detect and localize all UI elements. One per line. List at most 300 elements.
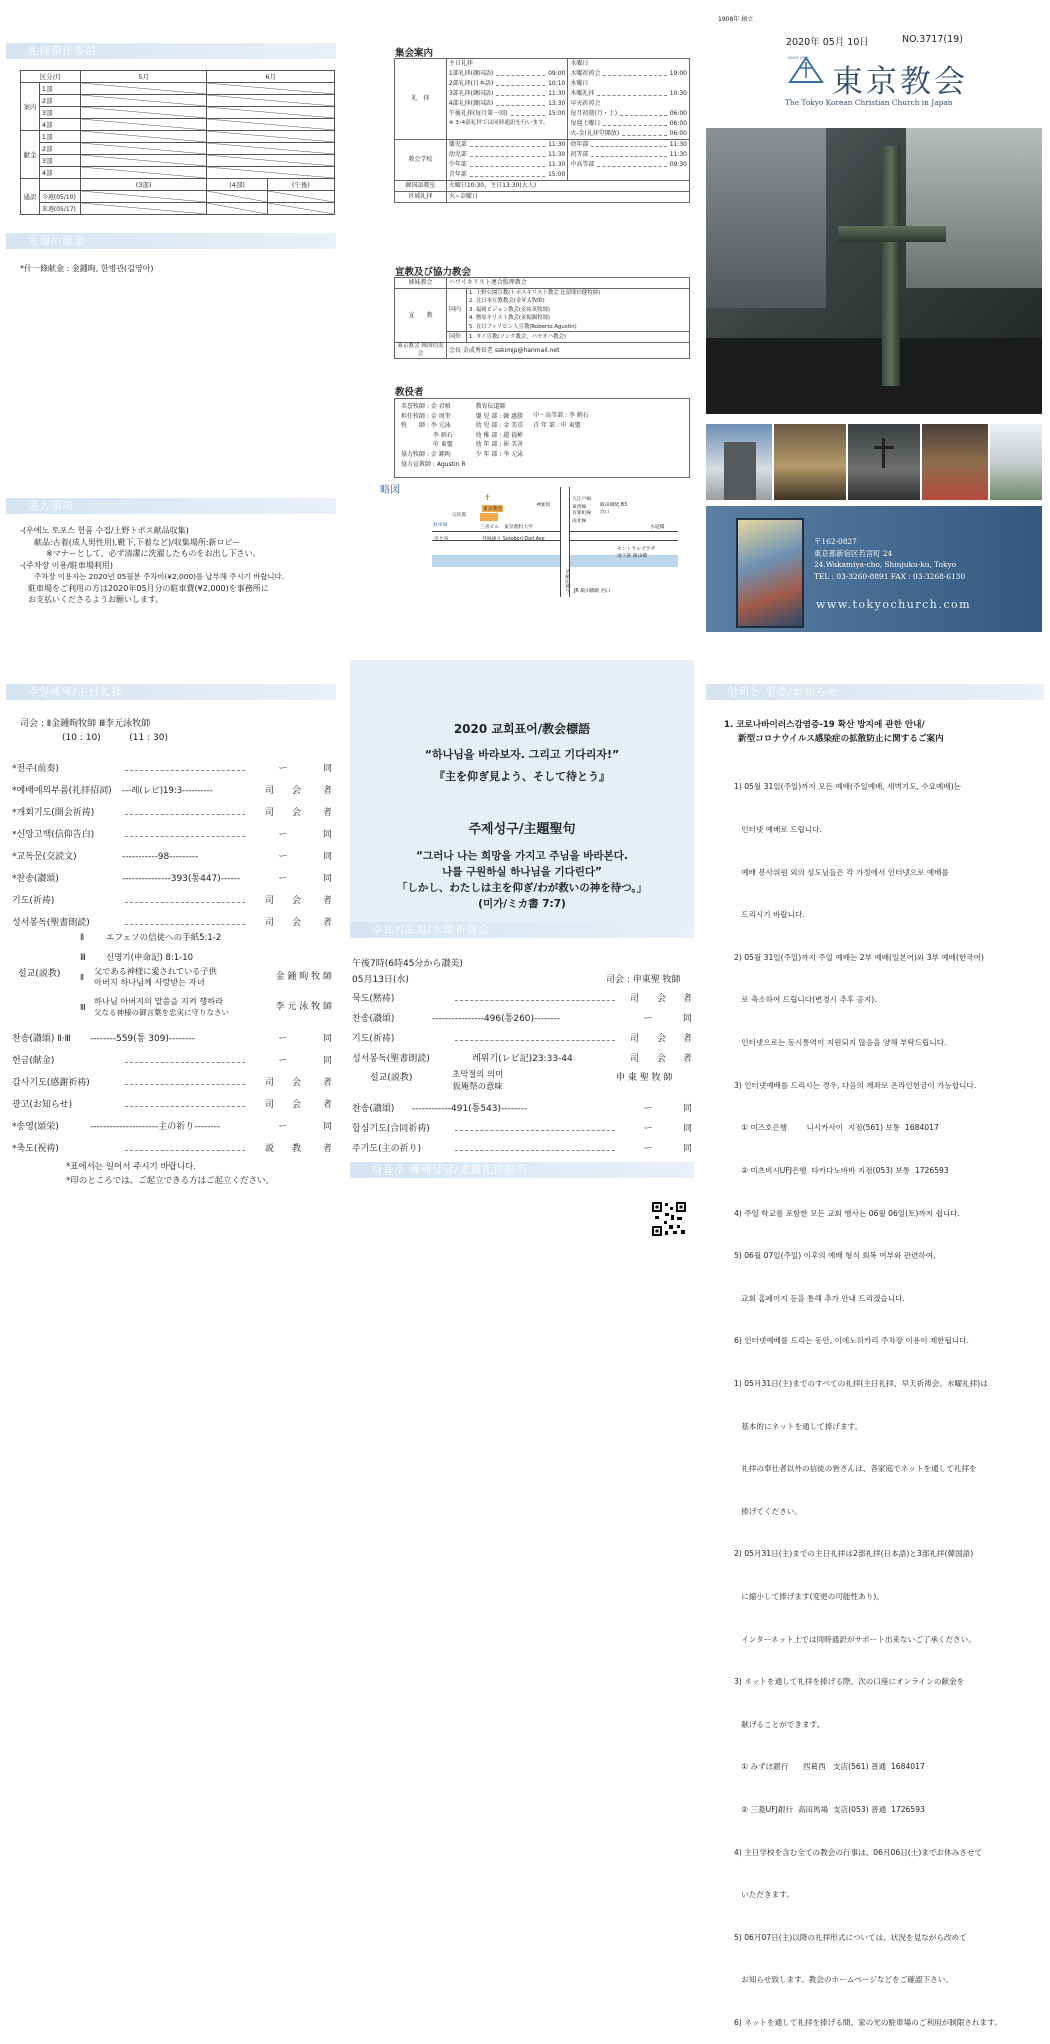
order-role: 司 会 [264, 1100, 301, 1110]
order-role: 説 教 [264, 1144, 301, 1154]
part-label: 3部 [39, 155, 80, 167]
notice-line: 3) 인터넷예배를 드리시는 경우, 다음의 계좌로 온라인헌금이 가능합니다. [734, 1080, 977, 1090]
verse-line: 나를 구원하실 하나님을 기다린다” [442, 866, 602, 878]
sermon-label: 설교(説教) [18, 969, 61, 979]
school-time: 09:30 [669, 161, 687, 168]
missions-title: 宣教及び協力教会 [395, 267, 472, 278]
church-building-photo [706, 424, 772, 500]
order-detail: ---------------393(통447)------ [122, 874, 241, 884]
weekday-name: 木曜日 [570, 80, 589, 87]
map-label: 駐車場 [433, 523, 448, 528]
readings [80, 928, 221, 968]
weekday-time: 06:00 [669, 120, 687, 127]
notice-line: 6) 인터넷예배를 드리는 동안, 이에노히카리 주차장 이용이 제한됩니다. [734, 1336, 969, 1346]
notice-line: 1) 05월 31일(주일)까지 모든 예배(주일예배, 새벽기도, 수요예배)는 [734, 782, 961, 792]
notice-line: 2) 05月31日(主)までの主日礼拝は2部礼拝(日本語)と3部礼拝(韓国語) [734, 1549, 974, 1559]
order-role-suffix: 者 [322, 808, 332, 818]
worship-title-text: 주일예배/主日礼拝 [28, 686, 124, 698]
notice-line: 드리시기 바랍니다. [734, 910, 805, 920]
stained-glass-image [736, 518, 804, 628]
wed-role-suffix: 者 [682, 1054, 692, 1064]
map-label: セントラルプラザ 地下鉄 飯田橋 [617, 547, 656, 559]
wed-role-suffix: 者 [682, 994, 692, 1004]
order-role: ー [278, 852, 288, 862]
sunday-head: 主日礼拝 [448, 60, 473, 67]
date: 2020年 05月 10日 [786, 37, 869, 48]
notice-list [734, 752, 1044, 2044]
sister-label: 姉妹教会 [395, 278, 447, 289]
staff-line: 教育伝道師 [475, 403, 506, 410]
school-time: 11:30 [669, 151, 687, 158]
notice-line: 인터넷 예배로 드립니다. [734, 825, 822, 835]
notice-line: 4) 主日学校を含む全ての教会の行事は、06月06日(土)までお休みさせて [734, 1847, 983, 1857]
sermon-part: Ⅲ [80, 1001, 86, 1012]
order-item: *축도(祝祷) [12, 1144, 59, 1154]
wed-detail: ----------------496(통260)-------- [432, 1014, 561, 1024]
wed-role: ー [643, 1104, 653, 1114]
committee-head-0: 区分/月 [21, 71, 81, 83]
staff-line: 幼 年 部 : 崔 美善 [475, 441, 524, 449]
note-line: *印のところでは、ご起立できる方はご起立ください。 [66, 1176, 275, 1186]
order-role-suffix: 同 [322, 852, 332, 862]
part-label: 4部 [39, 167, 80, 179]
committee-head-2: 6月 [207, 71, 335, 83]
order-item: *개회기도(開会祈祷) [12, 808, 95, 818]
map-label: 東西線 [572, 505, 587, 510]
wed-role: 司 会 [629, 1034, 666, 1044]
staff-line: 名誉牧師 : 金 君植 [401, 403, 451, 410]
cat-guide: 案内 [21, 83, 40, 131]
order-item: *예배에의부름(礼拝招詞) [12, 786, 112, 796]
tel-fax: TEL : 03-3260-8891 FAX : 03-3268-6130 [814, 571, 966, 581]
staff-line: 牧 師 : 李 元泳 [401, 422, 451, 430]
notice-heading-ko: 1. 코로나바이러스감염증-19 확산 방지에 관한 안내/ [724, 720, 925, 730]
map-label: 宗次郎 [452, 513, 467, 518]
part-label: 1部 [39, 83, 80, 95]
notice-line: ② 미츠비시UFJ은행 타카다노바바 지점(053) 보통 1726593 [734, 1165, 949, 1175]
map-label: 三省ビル [480, 525, 500, 530]
map-label: 南北線 [572, 519, 587, 524]
part-label: 2部 [39, 143, 80, 155]
notice-line: ① みずほ銀行 西葛西 支店(561) 普通 1684017 [734, 1762, 925, 1772]
zip: 〒162-0827 [814, 537, 857, 546]
cross-photo [706, 128, 1042, 414]
domestic-item: 5. 在日フィリピン人宣教(Roberto Agustin) [469, 323, 577, 330]
weekday-name: 毎週土曜日 [570, 120, 601, 127]
part-label: 1部 [39, 131, 80, 143]
committee-title-text: 礼拝奉仕委員 [28, 45, 97, 57]
motto-jp: 『主を仰ぎ見よう、そして待とう』 [434, 770, 610, 783]
map-label: 早稲田通り [564, 569, 569, 593]
worship-label: 礼 拝 [395, 59, 447, 140]
sermon-title: 하나님 아버지의 말씀을 지켜 행하라 [94, 996, 224, 1006]
notice-line: 6) ネットを通して礼拝を捧げる間、家の光の駐車場のご利用が制限されます。 [734, 2018, 1002, 2028]
weekday-head: 水曜日 [570, 60, 589, 67]
notice-line: 2) 05월 31일(주일)까지 주일 예배는 2부 예배(일본어)와 3부 예배(한국어) [734, 952, 984, 962]
notice-line: 예배 봉사위원 외의 성도님들은 각 가정에서 인터넷으로 예배를 [734, 867, 949, 877]
next-week-title-text: 다음주 예배담당/来週礼拝担当 [372, 1164, 528, 1176]
order-item: *전주(前奏) [12, 764, 59, 774]
church-name: 東京教会 [832, 64, 968, 100]
interp-col: (4部) [207, 179, 267, 191]
korean-class: 火曜日10:30、主日13:30(大人) [446, 181, 689, 192]
order-detail: ---레(レビ)19:3---------- [122, 786, 213, 796]
wed-role-suffix: 同 [682, 1014, 692, 1024]
preacher: 金 鍾 昫 牧 師 [275, 971, 332, 982]
order-role: ー [278, 830, 288, 840]
staff-line: 申 東聖 [401, 441, 453, 449]
notice-line: 礼拝の奉仕者以外の信徒の皆さんは、各家庭でネットを通して礼拝を [734, 1464, 977, 1474]
staff-line: 担任牧師 : 金 周奎 [401, 412, 451, 420]
wed-item: 찬송(讃頌) [352, 1104, 395, 1114]
section-title-offering [6, 233, 336, 249]
cat-interp: 通訳 [21, 179, 40, 215]
map-label: JR 飯田橋駅 西口 [574, 589, 611, 594]
order-item: 찬송(讃頌) Ⅱ·Ⅲ [12, 1034, 71, 1044]
order-role: ー [278, 1034, 288, 1044]
coop-line: 주차장 이용자는 2020년 05월분 주차비(¥2,000)를 납부해 주시기 바랍니다. [34, 572, 284, 581]
notice-line: 3) ネットを通して礼拝を捧げる際、次の口座にオンラインの献金を [734, 1677, 965, 1687]
wed-role-suffix: 同 [682, 1124, 692, 1134]
verse-line: 「しかし、わたしは主を仰ぎ/わが救いの神を待つ。」 [396, 882, 648, 894]
sermon-title: 父なる神様の御言葉を忠実に守りなさい [94, 1008, 229, 1017]
announcements-title-text: 알리는 말씀/お知らせ [728, 686, 839, 698]
staff-box [394, 398, 690, 478]
wed-preacher: 申 東 聖 牧 師 [616, 1073, 673, 1083]
notice-line: 献げることができます。 [734, 1719, 825, 1729]
wed-detail: 레위기(レビ記)23:33-44 [472, 1054, 573, 1064]
order-role: 司 会 [264, 918, 301, 928]
order-item: *신앙고백(信仰告白) [12, 830, 95, 840]
order-item: 헌금(献金) [12, 1056, 55, 1066]
school-time: 15:00 [548, 171, 566, 178]
this-week: 今週(05/10) [39, 191, 80, 203]
interp-col: (午後) [267, 179, 334, 191]
school-name: 中高等部 [570, 161, 595, 168]
order-role-suffix: 者 [322, 1144, 332, 1154]
sunday-time: 10:10 [548, 80, 566, 87]
map-label: 水道橋 [650, 525, 665, 530]
sister: ハワイキリスト連合監理教会 [447, 278, 690, 289]
sermon-title: 아버지 하나님께 사랑받는 자녀 [94, 977, 205, 987]
mission-label: 宣 教 [395, 289, 447, 343]
order-role: 司 会 [264, 896, 301, 906]
notice-line: お知らせ致します。教会のホームページなどをご確認下さい。 [734, 1975, 953, 1985]
order-role-suffix: 同 [322, 874, 332, 884]
overseas-item: 1. タイ宣教(ソンク教会、パヤオハ教会) [467, 332, 690, 343]
logo-text: SINCE 1908 [788, 56, 809, 60]
church-en: The Tokyo Korean Christian Church in Japan [785, 98, 953, 107]
order-role-suffix: 者 [322, 896, 332, 906]
cat-offering: 献金 [21, 131, 40, 179]
school-name: 幼年部 [570, 141, 589, 148]
wed-role-suffix: 者 [682, 1034, 692, 1044]
reading-text: 신명기(申命記) 8:1-10 [106, 953, 194, 963]
staff-title: 教役者 [395, 387, 424, 398]
map-label: 市ケ谷 [434, 537, 449, 542]
order-detail: ---------------------主の祈り-------- [90, 1122, 221, 1132]
korea-label: 東京教会 韓国信友会 [395, 343, 447, 359]
order-detail: --------559(통 309)-------- [90, 1034, 195, 1044]
wed-item: 찬송(讃頌) [352, 1014, 395, 1024]
interp-col: (3部) [80, 179, 207, 191]
staff-line: 幼 稚 部 : 趙 福彬 [475, 431, 524, 439]
section-title-committee [6, 43, 336, 59]
wednesday-order [352, 984, 692, 1064]
notice-line: 로 축소하여 드립니다(변경시 추후 공지). [734, 995, 877, 1005]
coop-line: ※マナーとして、必ず清潔に洗濯したものをお出し下さい。 [46, 549, 261, 558]
order-role: ー [278, 1056, 288, 1066]
wed-role: ー [643, 1124, 653, 1134]
wed-sermon-title: 초막절의 의미 [452, 1069, 504, 1079]
sermon-part: Ⅱ [80, 971, 85, 982]
notice-line: ① 미즈호은행 니시카사이 지점(561) 보통 1684017 [734, 1123, 939, 1133]
order-item: *교독문(交読文) [12, 852, 77, 862]
order-item: *송영(頌栄) [12, 1122, 59, 1132]
map-label: 有楽町線 [572, 511, 592, 516]
order-detail: -----------98--------- [122, 852, 199, 862]
school-name: 初等部 [570, 151, 589, 158]
wed-detail: ------------491(통543)-------- [412, 1104, 528, 1114]
wed-sermon-label: 설교(説教) [370, 1073, 413, 1083]
weekday-name: 木曜礼拝 [570, 90, 595, 97]
chapel-photo [922, 424, 988, 500]
weekday-time: 06:00 [669, 110, 687, 117]
wed-role-suffix: 同 [682, 1104, 692, 1114]
notice-line: ② 三菱UFJ銀行 高田馬場 支店(053) 普通 1726593 [734, 1805, 925, 1815]
notice-line: に縮小して捧げます(変更の可能性あり)。 [734, 1591, 884, 1601]
order-role-suffix: 者 [322, 786, 332, 796]
wednesday-date: 05月13日(水) [352, 975, 409, 985]
order-role: ー [278, 874, 288, 884]
qr-code[interactable] [651, 1201, 687, 1237]
order-item: *찬송(讃頌) [12, 874, 59, 884]
map-label: 東京教会 [483, 507, 503, 512]
order-role: ー [278, 1122, 288, 1132]
map-label: 神楽坂 [536, 503, 551, 508]
weekday-name: 毎月初週(月・土) [570, 110, 618, 117]
domestic-item: 2. 北日本宣教教会(金昇太牧師) [469, 298, 545, 305]
motto-title: 2020 교회표어/教会標語 [453, 722, 591, 736]
weekday-name: 早天祈祷会 [570, 100, 601, 107]
order-role: ー [278, 764, 288, 774]
sunday-name: 3部礼拝(韓国語) [448, 90, 494, 97]
weekday-time: 06:00 [669, 130, 687, 137]
wed-sermon-title: 仮庵祭の意味 [452, 1081, 503, 1091]
notice-line: インターネット上では同時通訳がサポート出来ないご了承ください。 [734, 1634, 976, 1644]
sunday-time: 13:30 [548, 100, 566, 107]
part-label: 2部 [39, 95, 80, 107]
map-title: 略図 [380, 485, 400, 496]
staff-line: 協力牧師 : 金 鍾昫 [401, 450, 451, 458]
tower-photo [990, 424, 1042, 500]
map-label: 大江戸線 [572, 497, 592, 502]
wed-role: 司 会 [629, 1054, 666, 1064]
weekday-time: 19:00 [669, 70, 687, 77]
coop-line: お支払いくださるようお願いします。 [28, 595, 164, 604]
order-item: 성서봉독(聖書朗読) [12, 918, 90, 928]
domestic-label: 国内 [447, 289, 467, 332]
notice-line: 교회 홈페이지 등을 통해 추가 안내 드리겠습니다. [734, 1293, 905, 1303]
map-label: 東京理科大学 [504, 525, 533, 530]
website-link[interactable]: www.tokyochurch.com [816, 598, 972, 611]
issue-number: NO.3717(19) [902, 34, 963, 45]
weekday-name: 水曜祈祷会 [570, 70, 601, 77]
wed-item: 성서봉독(聖書朗読) [352, 1054, 430, 1064]
staff-line: 少 年 部 : 李 元泳 [475, 450, 524, 458]
standing-notes [66, 1160, 274, 1188]
reading-part: Ⅲ [80, 953, 86, 963]
staff-line: 幼 児 部 : 金 美京 [475, 422, 524, 430]
notice-line: 捧げてください。 [734, 1506, 802, 1516]
sunday-name: 1部礼拝(韓国語) [448, 70, 494, 77]
domestic-item: 3. 福岡ビジョン教会(金祐英牧師) [469, 306, 551, 313]
notice-line: 4) 주일 학교를 포함한 모든 교회 행사는 06월 06일(토)까지 쉽니다. [734, 1208, 960, 1218]
section-title-wednesday [350, 922, 694, 938]
coop-line: 駐車場をご利用の方は2020年05月分の駐車費(¥2,000)を事務所に [28, 583, 269, 593]
wed-item: 묵도(黙祷) [352, 994, 395, 1004]
note-line: *표에서는 일어서 주시기 바랍니다. [66, 1162, 197, 1172]
order-item: 감사기도(感謝祈祷) [12, 1078, 90, 1088]
preacher: 李 元 泳 牧 師 [275, 1001, 332, 1012]
wed-sermon [452, 1068, 503, 1092]
staff-line: 協力宣教師 : Agustin R [401, 460, 466, 468]
congregation-photo [774, 424, 846, 500]
committee-head-1: 5月 [80, 71, 207, 83]
section-title-coop [6, 498, 336, 514]
reading-part: Ⅱ [80, 933, 85, 943]
order-role: 司 会 [264, 808, 301, 818]
staff-line: 嬰 児 部 : 韓 惠勝 [475, 412, 524, 420]
order-role: 司 会 [264, 1078, 301, 1088]
weekday-time: 10:30 [669, 90, 687, 97]
coop-line: -(주차장 이용/駐車場利用) [20, 560, 114, 570]
next-week: 来週(05/17) [39, 203, 80, 215]
school-name: 青年部 [448, 171, 467, 178]
order-role-suffix: 者 [322, 1100, 332, 1110]
map: ✝ 東京教会 宗次郎 駐車場 三省ビル 東京理科大学 神楽坂 大江戸線 東西線 有楽町線 南北線 飯田橋駅 B3出口 市ケ谷 外堀通り Sotobori Dori Ave 水道橋 セントラルプラザ 地下鉄 飯田橋 早稲田通り JR 飯田橋駅 西口 [432, 487, 678, 597]
notice-line: 5) 06월 07일(주일) 이후의 예배 형식 회복 여부와 관련하여, [734, 1251, 936, 1261]
sermons [80, 964, 332, 1024]
order-item: 기도(祈祷) [12, 896, 55, 906]
committee-table [20, 70, 335, 215]
order-role-suffix: 同 [322, 764, 332, 774]
section-title-announcements [706, 684, 1044, 700]
sunday-time: 09:00 [548, 70, 566, 77]
staff-line: 李 昞石 [401, 431, 453, 439]
sunday-name: 午後礼拝(毎月第一回) [448, 110, 508, 117]
wed-role: ー [643, 1014, 653, 1024]
order-item: 광고(お知らせ) [12, 1100, 73, 1110]
worship-order [12, 752, 332, 928]
sunday-name: 4部礼拝(韓国語) [448, 100, 494, 107]
wednesday-host: 司会 : 申東聖 牧師 [606, 975, 681, 985]
sunday-name: 2部礼拝(日本語) [448, 80, 494, 87]
wed-item: 기도(祈祷) [352, 1034, 395, 1044]
weekday-name: 火-金(礼拝堂開放) [570, 130, 620, 137]
worship-times: (10 : 10) (11 : 30) [62, 733, 168, 743]
map-label: 外堀通り Sotobori Dori Ave [482, 537, 545, 542]
school-time: 11:30 [669, 141, 687, 148]
addr-en: 24.Wakamiya-cho, Shinjuku-ku, Tokyo [814, 560, 957, 569]
school-name: 少年部 [448, 161, 467, 168]
school-time: 11:30 [548, 141, 566, 148]
domestic-item: 1. 上野公園宣教(トポスキリスト教会 比留間信健牧師) [469, 290, 601, 296]
district-label: 区域礼拝 [395, 192, 447, 203]
contact-block [706, 506, 1042, 632]
coop-line: 献品:古着(成人男性用),靴下,下着など)/収集場所:新ロビー [34, 537, 241, 547]
sunday-time: 11:30 [548, 90, 566, 97]
part-label: 4部 [39, 119, 80, 131]
coop-list [20, 525, 340, 606]
order-role-suffix: 者 [322, 1078, 332, 1088]
school-label: 教会学校 [395, 140, 447, 181]
notice-line: 1) 05月31日(主)までのすべての礼拝(主日礼拝、早天祈祷会、水曜礼拝)は [734, 1378, 988, 1388]
coop-title-text: 協力事項 [28, 500, 74, 512]
order-role-suffix: 同 [322, 1056, 332, 1066]
verse-title: 주제성구/主題聖句 [468, 822, 576, 837]
offering-text: *什一條献金 : 金鍾昫, 한병관(김영아) [20, 264, 154, 273]
domestic-item: 4. 鹽原キリスト教会(金振錫牧師) [469, 315, 551, 322]
sunday-time: 15:00 [548, 110, 566, 117]
notice-heading-jp: 新型コロナウイルス感染症の拡散防止に関するご案内 [738, 734, 944, 744]
addr-jp: 東京都新宿区若宮町 24 [814, 548, 893, 558]
korean-class-label: 韓国語教室 [395, 181, 447, 192]
order-role-suffix: 者 [322, 918, 332, 928]
notice-line: 5) 06月07日(主)以降の礼拝形式については、状況を見ながら改めて [734, 1932, 967, 1942]
sanctuary-photo [848, 424, 920, 500]
missions-table [394, 277, 690, 359]
wed-role-suffix: 同 [682, 1144, 692, 1154]
wed-role: ー [643, 1144, 653, 1154]
meetings-table [394, 58, 690, 203]
notice-line: いただきます。 [734, 1890, 794, 1900]
section-title-next-week [350, 1162, 694, 1178]
offering-title-text: 先週の献金 [28, 235, 86, 247]
verse-line: “그러나 나는 희망을 가지고 주님을 바라본다. [416, 850, 628, 862]
part-label: 3部 [39, 107, 80, 119]
wed-item: 합심기도(合同祈祷) [352, 1124, 430, 1134]
wed-item: 주기도(主の祈り) [352, 1144, 422, 1154]
district: 火~金曜日 [446, 192, 689, 203]
notice-line: 인터넷으로는 동시통역이 지원되지 않음을 양해 부탁드립니다. [734, 1038, 947, 1048]
notice-line: 基本的にネットを通して捧げます。 [734, 1421, 863, 1431]
school-time: 11:30 [548, 161, 566, 168]
school-name: 嬰児部 [448, 141, 467, 148]
wed-role: 司 会 [629, 994, 666, 1004]
map-label: 飯田橋駅 B3出口 [600, 503, 628, 515]
sermon-title: 父である神様に愛されている子供 [94, 966, 217, 976]
korea: 会長 金成秀長老 sskimjp@hanmail.net [447, 343, 690, 359]
coop-line: -(우에노 토포스 헌품 수집/上野トポス献品収集) [20, 526, 189, 535]
motto-ko: “하나님을 바라보자. 그리고 기다리자!” [424, 748, 620, 761]
wednesday-order-2 [352, 1094, 692, 1154]
worship-leaders: 司会 : Ⅱ金鍾昫牧師 Ⅲ李元泳牧師 [20, 719, 151, 729]
founded: 1908年 創立 [718, 16, 754, 23]
wednesday-title-text: 수요기도회/水曜祈祷会 [372, 924, 490, 936]
order-role: 司 会 [264, 786, 301, 796]
section-title-worship [6, 684, 336, 700]
order-role-suffix: 同 [322, 1122, 332, 1132]
wednesday-time: 午後7時(6時45分から讃美) [352, 959, 463, 969]
order-role-suffix: 同 [322, 830, 332, 840]
school-name: 幼児部 [448, 151, 467, 158]
verse-block [350, 848, 694, 912]
order-role-suffix: 同 [322, 1034, 332, 1044]
worship-order-2 [12, 1022, 332, 1154]
verse-ref: (미가/ミカ書 7:7) [478, 898, 566, 910]
staff-line: 中・高等部 : 李 昞石 [533, 412, 589, 419]
